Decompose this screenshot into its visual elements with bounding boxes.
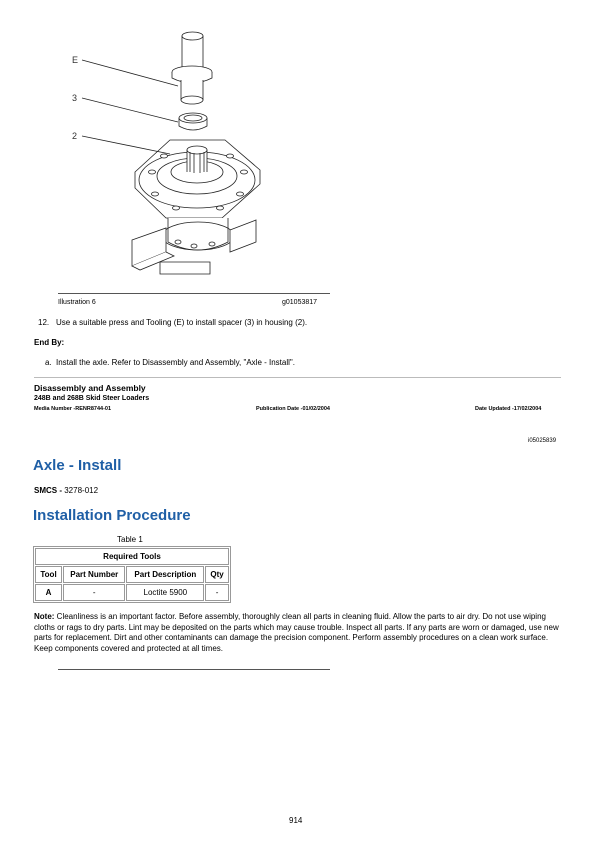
table-group-header: Required Tools: [35, 548, 229, 565]
table-header-tool: Tool: [35, 566, 62, 583]
table-caption: Table 1: [117, 535, 143, 544]
step-number: 12.: [38, 318, 50, 327]
callout-e: E: [72, 55, 79, 65]
publication-date: Publication Date -01/02/2004: [256, 406, 330, 412]
required-tools-table: [33, 546, 231, 603]
page-number: 914: [289, 816, 303, 825]
callout-3: 3: [72, 93, 78, 103]
media-number: Media Number -RENR8744-01: [34, 406, 112, 412]
table-header-part-description: Part Description: [126, 566, 204, 583]
section-title: Axle - Install: [33, 457, 122, 474]
table-row: [35, 584, 229, 601]
illustration-code: g01053817: [282, 299, 318, 306]
smcs-label: SMCS -: [34, 486, 65, 495]
note-label: Note:: [34, 612, 55, 621]
smcs-line: [34, 486, 98, 497]
table-cell-tool: A: [35, 584, 62, 601]
date-updated: Date Updated -17/02/2004: [475, 406, 542, 412]
doc-subtitle: 248B and 268B Skid Steer Loaders: [34, 395, 150, 402]
step-text: Use a suitable press and Tooling (E) to install spacer (3) in housing (2).: [56, 318, 308, 327]
procedure-title: Installation Procedure: [33, 507, 191, 524]
end-by-heading: End By:: [34, 338, 65, 347]
table-header-qty: Qty: [205, 566, 229, 583]
smcs-code: 3278-012: [64, 486, 99, 495]
table-header-part-number: Part Number: [63, 566, 125, 583]
callout-2: 2: [72, 131, 78, 141]
bottom-rule: [58, 669, 330, 670]
table-cell-part-number: -: [63, 584, 125, 601]
illustration-caption: Illustration 6: [58, 299, 96, 306]
section-divider: [34, 377, 561, 378]
table-cell-qty: -: [205, 584, 229, 601]
table-cell-part-description: Loctite 5900: [126, 584, 204, 601]
note-text: Cleanliness is an important factor. Before assembly, thoroughly clean all parts in cleaning fluid. Allow the parts to air dry. Do not use wiping cloths or rags to dry parts. Lint may be deposited on the parts which may cause trouble. Inspect all parts. If any parts are worn or damaged, use new parts for replacement. Dirt and other contaminants can damage the precision component. Perform assembly procedures on a clean work surface. Keep components covered and protected at all times.: [34, 612, 559, 653]
end-by-item-letter: a.: [45, 358, 52, 367]
doc-title: Disassembly and Assembly: [34, 383, 146, 393]
illustration-rule: [58, 293, 330, 294]
note-paragraph: [34, 612, 562, 654]
end-by-item-text: Install the axle. Refer to Disassembly and Assembly, "Axle - Install".: [56, 358, 295, 367]
doc-id: i05025839: [528, 438, 557, 444]
illustration-6-drawing: [60, 22, 300, 282]
